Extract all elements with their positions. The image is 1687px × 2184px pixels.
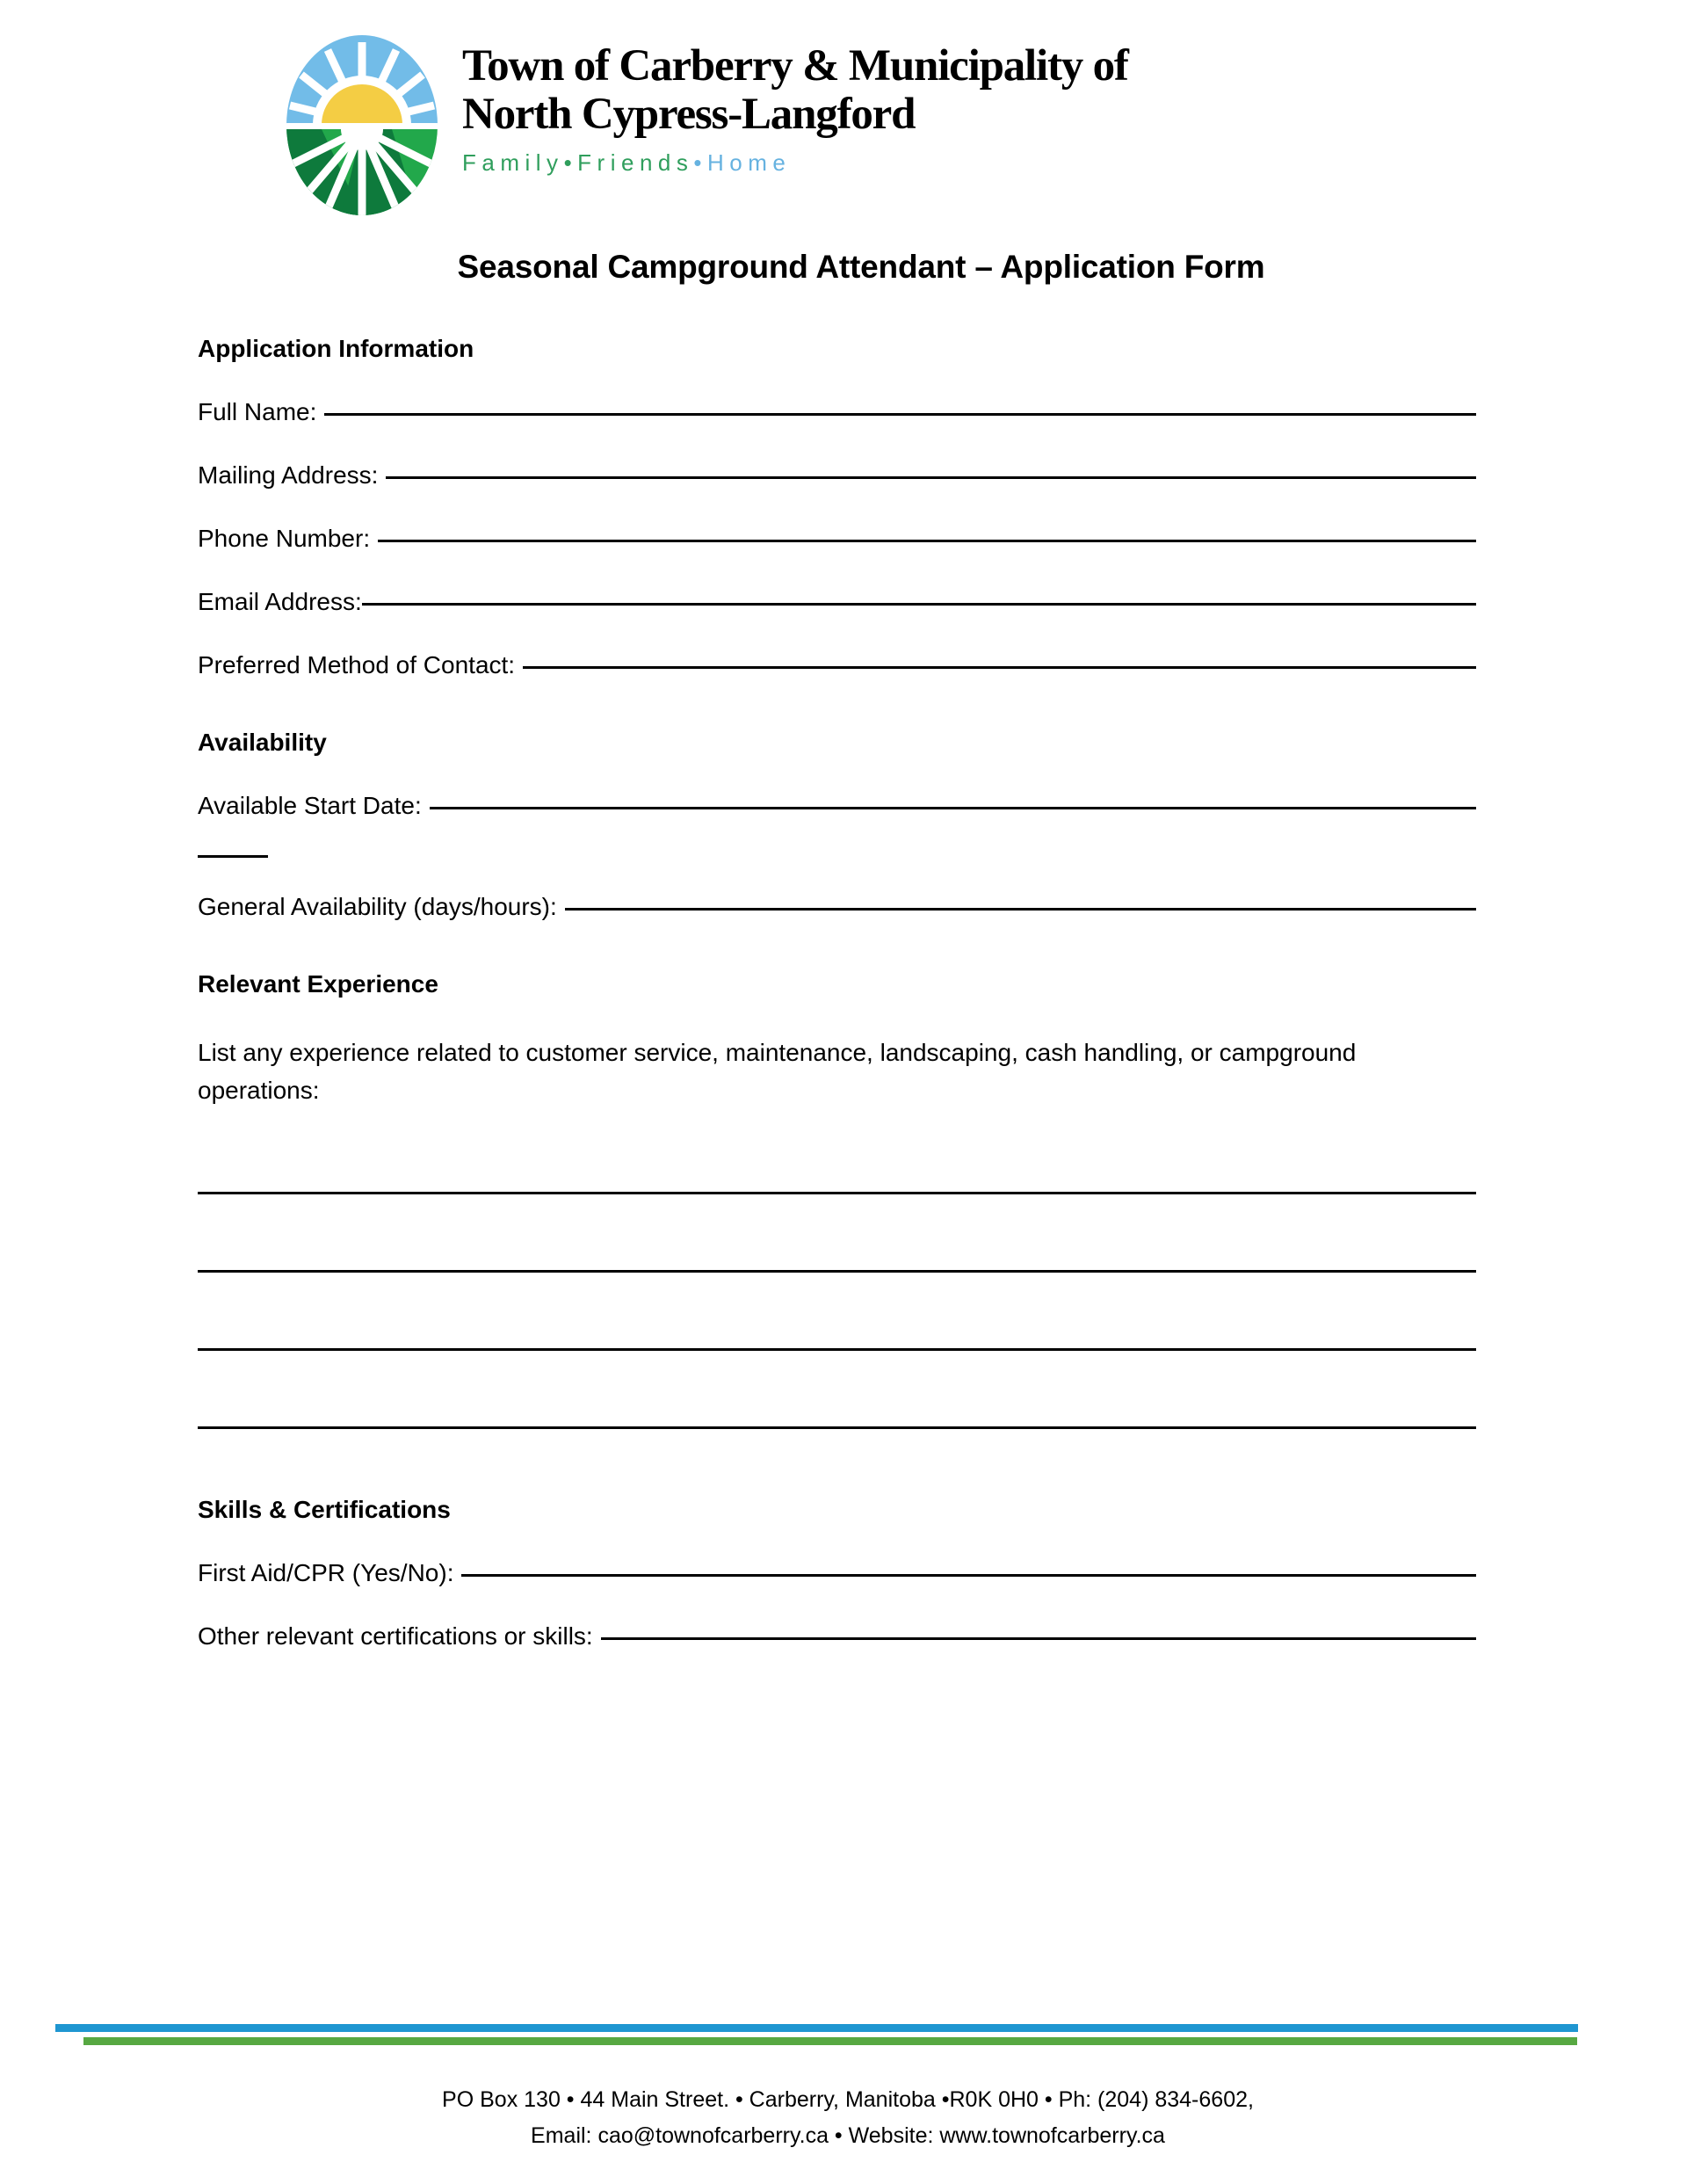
document-header (0, 0, 1687, 215)
field-label-full-name: Full Name: (198, 398, 317, 425)
field-label-available-start-date: Available Start Date: (198, 792, 422, 819)
field-input-available-start-date-overflow[interactable] (198, 855, 268, 858)
tagline-word-friends: Friends (577, 149, 694, 176)
footer-address-line: PO Box 130 • 44 Main Street. • Carberry, Manitoba •R0K 0H0 • Ph: (204) 834-6602, (442, 2087, 1254, 2112)
page-title: Seasonal Campground Attendant – Application Form (457, 249, 1265, 285)
field-row-other-certifications[interactable] (198, 1622, 1476, 1651)
document-footer (0, 2024, 1687, 2184)
tagline-word-family: Family (462, 149, 564, 176)
field-input-available-start-date[interactable] (430, 807, 1476, 809)
relevant-experience-answer-area[interactable] (0, 1192, 1687, 1429)
field-input-general-availability[interactable] (565, 908, 1476, 911)
tagline-word-home: Home (706, 149, 792, 176)
logo-title-line-2: North Cypress-Langford (462, 90, 916, 139)
section-heading-availability: Availability (198, 729, 327, 756)
field-row-mailing-address[interactable] (198, 461, 1476, 490)
field-row-email-address[interactable] (198, 588, 1476, 616)
field-row-first-aid-cpr[interactable] (198, 1559, 1476, 1587)
field-input-preferred-method-of-contact[interactable] (523, 666, 1476, 669)
field-label-email-address: Email Address: (198, 588, 362, 615)
logo-tagline (462, 149, 1128, 177)
field-row-available-start-date[interactable] (198, 792, 1476, 820)
relevant-experience-prompt: List any experience related to customer service, maintenance, landscaping, cash handling, or campground operations: (198, 1039, 1357, 1104)
field-input-email-address[interactable] (362, 603, 1476, 606)
field-label-general-availability: General Availability (days/hours): (198, 893, 557, 920)
logo-title-line-1: Town of Carberry & Municipality of (462, 41, 1128, 91)
field-row-phone-number[interactable] (198, 525, 1476, 553)
field-label-first-aid-cpr: First Aid/CPR (Yes/No): (198, 1559, 454, 1586)
blank-write-line-1[interactable] (198, 1192, 1476, 1194)
field-row-full-name[interactable] (198, 398, 1476, 426)
field-label-mailing-address: Mailing Address: (198, 461, 379, 489)
field-input-full-name[interactable] (324, 413, 1476, 416)
section-heading-relevant-experience: Relevant Experience (198, 970, 438, 998)
footer-contact-info (0, 2082, 1687, 2184)
field-row-preferred-method-of-contact[interactable] (198, 651, 1476, 679)
sunrise-fields-logo-icon (286, 35, 438, 215)
field-label-other-certifications: Other relevant certifications or skills: (198, 1622, 593, 1650)
field-input-first-aid-cpr[interactable] (461, 1574, 1476, 1577)
section-heading-skills-certifications: Skills & Certifications (198, 1496, 451, 1523)
section-heading-application-information: Application Information (198, 335, 474, 362)
field-label-phone-number: Phone Number: (198, 525, 371, 552)
tagline-separator-1: • (563, 149, 578, 176)
footer-rule-green (83, 2037, 1577, 2045)
field-label-preferred-method-of-contact: Preferred Method of Contact: (198, 651, 516, 678)
logo-wordmark (462, 33, 1128, 177)
blank-write-line-3[interactable] (198, 1348, 1476, 1351)
field-input-mailing-address[interactable] (386, 476, 1476, 479)
tagline-separator-2: • (693, 149, 707, 176)
blank-write-line-4[interactable] (198, 1426, 1476, 1429)
footer-email-website-line: Email: cao@townofcarberry.ca • Website: www.townofcarberry.ca (531, 2123, 1165, 2148)
field-input-phone-number[interactable] (378, 540, 1476, 542)
field-input-other-certifications[interactable] (601, 1637, 1476, 1640)
document-body (0, 249, 1687, 1651)
blank-write-line-2[interactable] (198, 1270, 1476, 1273)
footer-rule-blue (55, 2024, 1578, 2032)
field-row-general-availability[interactable] (198, 893, 1476, 921)
